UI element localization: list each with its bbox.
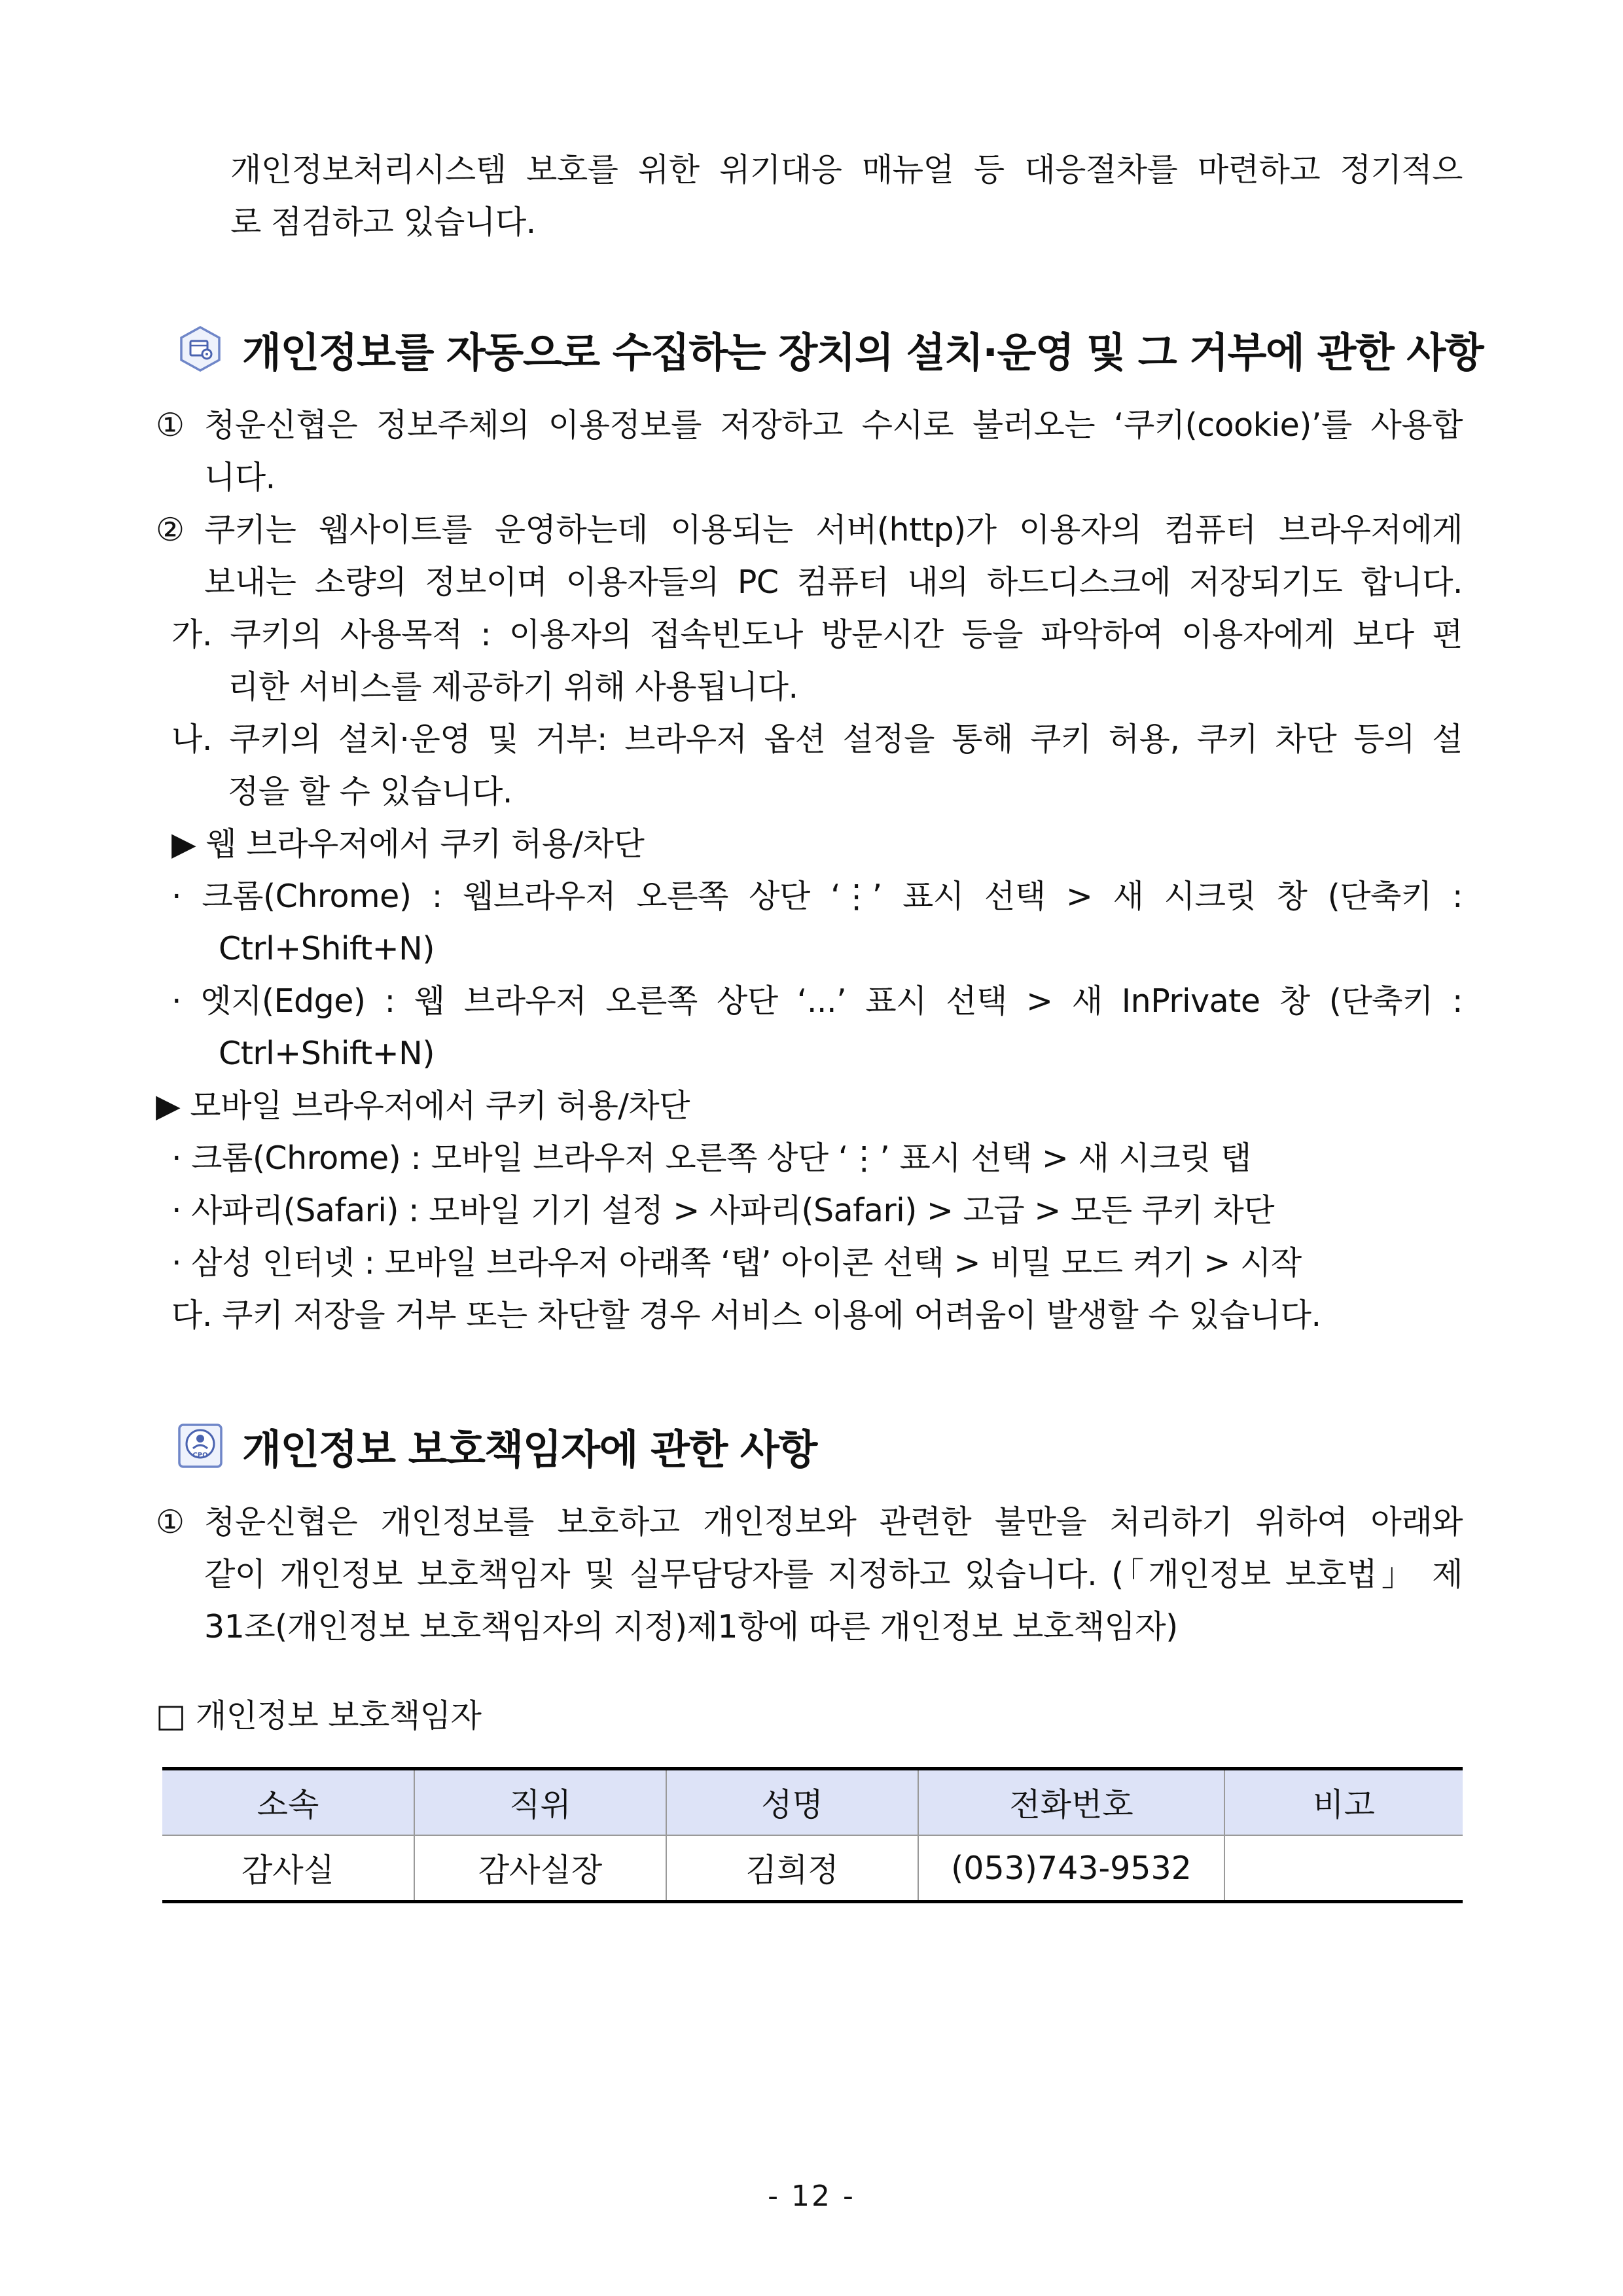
section-title: 개인정보를 자동으로 수집하는 장치의 설치·운영 및 그 거부에 관한 사항 — [242, 328, 1484, 376]
header-cell-affiliation: 소속 — [162, 1769, 414, 1836]
circled-number-1: ① — [156, 406, 185, 444]
circled-number-2: ② — [156, 511, 185, 548]
cell-note — [1224, 1835, 1463, 1902]
header-cell-position: 직위 — [414, 1769, 666, 1836]
cell-phone: (053)743-9532 — [918, 1835, 1224, 1902]
cell-name: 김희정 — [666, 1835, 918, 1902]
cell-position: 감사실장 — [414, 1835, 666, 1902]
section-heading-cookie — [177, 313, 1486, 385]
header-cell-name: 성명 — [666, 1769, 918, 1836]
table-header-row — [162, 1769, 1463, 1836]
svg-text:CPO: CPO — [192, 1452, 208, 1459]
section-heading-cpo — [177, 1410, 1486, 1482]
cookie-settings-icon — [177, 325, 224, 372]
cpo-badge-icon — [177, 1422, 224, 1469]
cpo-table — [162, 1767, 1463, 1903]
cell-affiliation: 감사실 — [162, 1835, 414, 1902]
section-title: 개인정보 보호책임자에 관한 사항 — [242, 1425, 817, 1473]
header-cell-phone: 전화번호 — [918, 1769, 1224, 1836]
page-number: - 12 - — [768, 2179, 855, 2213]
header-cell-note: 비고 — [1224, 1769, 1463, 1836]
table-row — [162, 1835, 1463, 1902]
circled-number-1: ① — [156, 1503, 185, 1541]
